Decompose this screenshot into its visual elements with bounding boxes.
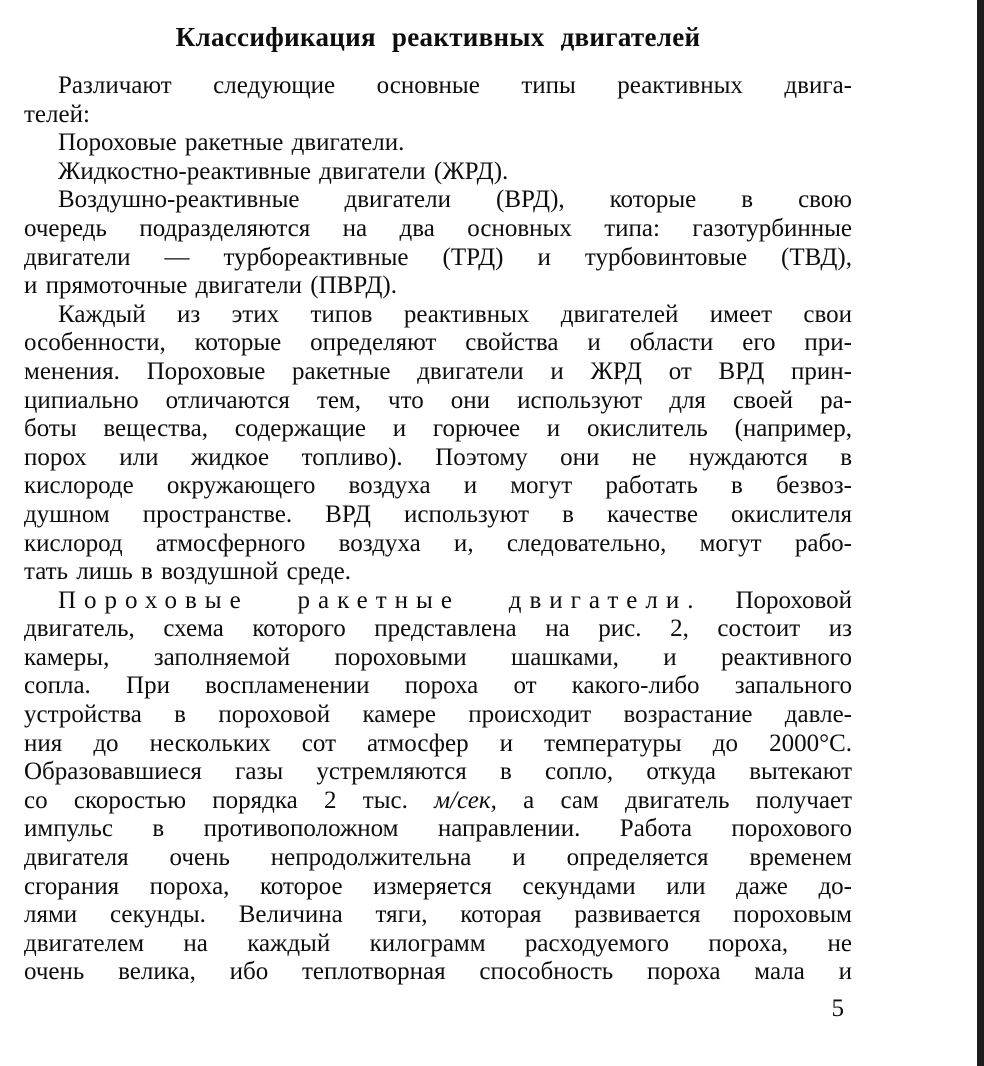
text-line: душном пространстве. ВРД используют в качестве окислителя — [24, 500, 852, 528]
paragraph — [24, 72, 852, 129]
paragraph — [24, 587, 852, 987]
text-line: ципиально отличаются тем, что они используют для своей ра- — [24, 386, 852, 414]
spaced-lead-in: Пороховые ракетные двигатели. — [58, 586, 702, 614]
line-text: а сам двигатель получает — [496, 786, 852, 814]
text-line: двигатели — турбореактивные (ТРД) и турбовинтовые (ТВД), — [24, 243, 852, 271]
text-line: Жидкостно-реактивные двигатели (ЖРД). — [58, 157, 509, 185]
line-text: со скоростью порядка 2 тыс. — [24, 786, 435, 814]
page-title: Классификация реактивных двигателей — [175, 22, 701, 52]
paragraph — [24, 158, 852, 187]
paragraph — [24, 301, 852, 587]
text-line: очередь подразделяются на два основных типа: газотурбинные — [24, 214, 852, 242]
text-line: сгорания пороха, которое измеряется секундами или даже до- — [24, 872, 852, 900]
text-line: кислород атмосферного воздуха и, следовательно, могут рабо- — [24, 529, 852, 557]
text-line — [24, 787, 852, 816]
text-column — [24, 20, 852, 1023]
text-line: кислороде окружающего воздуха и могут работать в безвоз- — [24, 472, 852, 500]
text-line: двигателя очень непродолжительна и определяется временем — [24, 844, 852, 872]
paragraph — [24, 129, 852, 158]
text-line: Различают следующие основные типы реактивных двига- — [58, 72, 852, 99]
text-line: двигателем на каждый килограмм расходуемого пороха, не — [24, 929, 852, 957]
text-line: устройства в пороховой камере происходит возрастание давле- — [24, 701, 852, 729]
text-line — [24, 587, 852, 616]
text-line: менения. Пороховые ракетные двигатели и ЖРД от ВРД прин- — [24, 357, 852, 385]
text-line: тать лишь в воздушной среде. — [24, 558, 352, 586]
page-number: 5 — [831, 995, 844, 1022]
text-line: боты вещества, содержащие и горючее и окислитель (например, — [24, 415, 852, 443]
text-line: лями секунды. Величина тяги, которая развивается пороховым — [24, 901, 852, 929]
text-line: и прямоточные двигатели (ПВРД). — [24, 272, 397, 300]
text-line: порох или жидкое топливо). Поэтому они не нуждаются в — [24, 443, 852, 471]
text-line: Воздушно-реактивные двигатели (ВРД), которые в свою — [58, 186, 852, 214]
text-line: сопла. При воспламенении пороха от какого-либо запального — [24, 672, 852, 700]
paragraph — [24, 186, 852, 300]
text-line: двигатель, схема которого представлена на рис. 2, состоит из — [24, 615, 852, 643]
text-line: импульс в противоположном направлении. Работа порохового — [24, 815, 852, 843]
text-line: телей: — [24, 100, 90, 128]
italic-term: м/сек, — [434, 786, 497, 814]
text-line: особенности, которые определяют свойства и области его при- — [24, 329, 852, 357]
line-text: Пороховой — [735, 586, 852, 614]
text-line: Образовавшиеся газы устремляются в сопло, откуда вытекают — [24, 758, 852, 786]
text-line: Каждый из этих типов реактивных двигателей имеет свои — [58, 300, 852, 328]
text-line: очень велика, ибо теплотворная способность пороха мала и — [24, 958, 852, 986]
text-line: Пороховые ракетные двигатели. — [58, 129, 405, 157]
text-line: ния до нескольких сот атмосфер и температуры до 2000°С. — [24, 729, 852, 757]
text-line: камеры, заполняемой пороховыми шашками, и реактивного — [24, 643, 852, 671]
scan-edge-bar — [977, 0, 984, 1066]
